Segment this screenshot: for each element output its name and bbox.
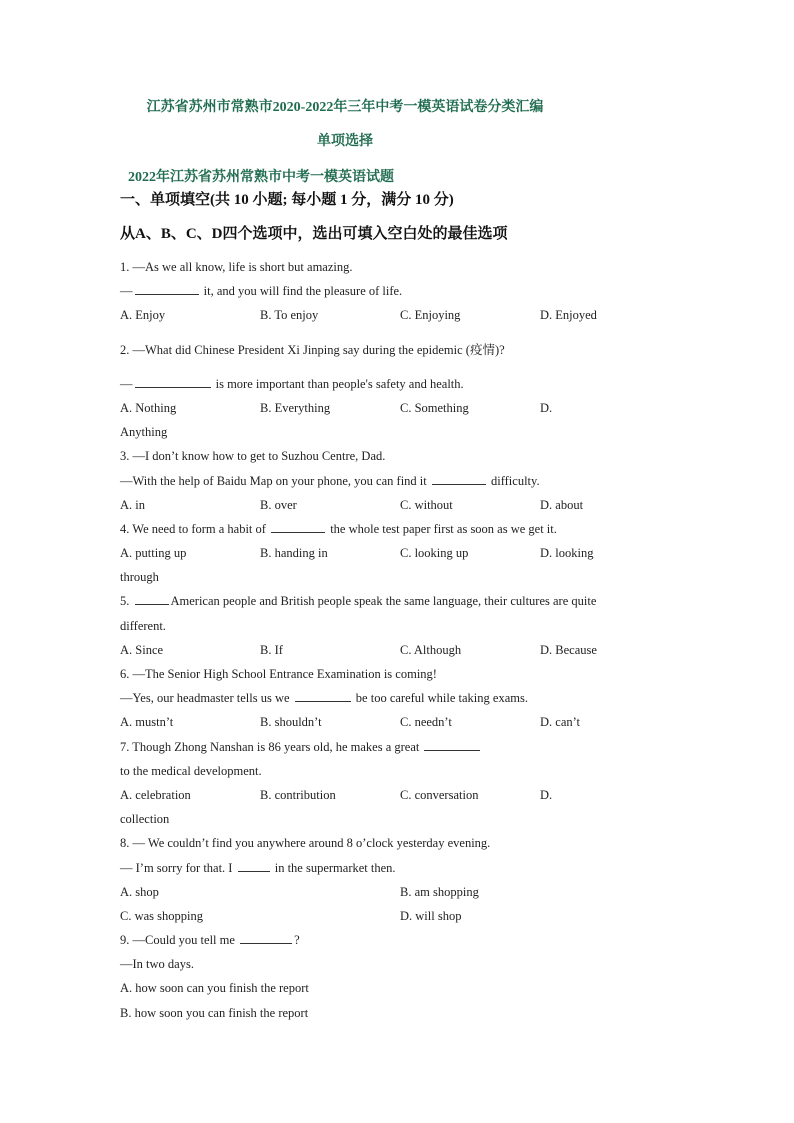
option-d[interactable]: D. will shop — [400, 908, 462, 923]
option-c[interactable]: C. Something — [400, 400, 469, 415]
question-6-options — [120, 710, 680, 734]
option-a[interactable]: A. shop — [120, 884, 159, 899]
question-3-answer-line: —With the help of Baidu Map on your phone, you can find it difficulty. — [120, 473, 540, 488]
answer-blank[interactable] — [432, 472, 486, 485]
question-7-options — [120, 783, 680, 807]
option-d[interactable]: D. looking — [540, 546, 594, 561]
option-c[interactable]: C. Although — [400, 642, 462, 657]
question-8-options-row2 — [120, 904, 680, 928]
answer-blank[interactable] — [135, 282, 199, 295]
option-a[interactable]: A. putting up — [120, 546, 187, 561]
option-a[interactable]: A. mustn’t — [120, 715, 174, 730]
option-d[interactable]: D. Enjoyed — [540, 308, 597, 323]
question-5-stem: 5. American people and British people speak the same language, their cultures are quite — [120, 594, 597, 609]
section-instruction: 从A、B、C、D四个选项中，选出可填入空白处的最佳选项 — [120, 226, 508, 242]
question-9-stem-cont: —In two days. — [120, 957, 194, 972]
option-b[interactable]: B. am shopping — [400, 884, 479, 899]
question-1-stem: 1. —As we all know, life is short but amazing. — [120, 260, 353, 274]
question-2-options — [120, 396, 680, 420]
question-8-options-row1 — [120, 880, 680, 904]
question-2-stem: 2. —What did Chinese President Xi Jinping say during the epidemic (疫情)? — [120, 342, 505, 357]
answer-blank[interactable] — [424, 738, 480, 751]
question-6-stem: 6. —The Senior High School Entrance Examination is coming! — [120, 667, 437, 681]
option-b[interactable]: B. handing in — [260, 546, 328, 561]
option-b[interactable]: B. over — [260, 497, 297, 512]
option-a[interactable]: A. how soon can you finish the report — [120, 981, 309, 996]
document-subtitle: 单项选择 — [317, 134, 373, 149]
paper-title: 2022年江苏省苏州常熟市中考一模英语试题 — [128, 170, 394, 185]
option-b[interactable]: B. how soon you can finish the report — [120, 1005, 309, 1020]
option-c[interactable]: C. Enjoying — [400, 308, 461, 323]
option-a[interactable]: A. Enjoy — [120, 308, 166, 323]
question-2-answer-line: — is more important than people's safety and health. — [120, 376, 464, 391]
option-b[interactable]: B. To enjoy — [260, 308, 319, 323]
option-d-wrap: Anything — [120, 425, 168, 440]
question-4-options — [120, 541, 680, 565]
answer-blank[interactable] — [135, 375, 211, 388]
answer-blank[interactable] — [271, 520, 325, 533]
option-b[interactable]: B. contribution — [260, 787, 336, 802]
answer-blank[interactable] — [135, 592, 169, 605]
option-d[interactable]: D. — [540, 400, 553, 415]
option-c[interactable]: C. needn’t — [400, 715, 452, 730]
option-d[interactable]: D. about — [540, 497, 584, 512]
answer-blank[interactable] — [238, 859, 270, 872]
question-5-options — [120, 638, 680, 662]
option-a[interactable]: A. in — [120, 497, 145, 512]
answer-blank[interactable] — [240, 931, 292, 944]
option-a[interactable]: A. Nothing — [120, 400, 177, 415]
option-d-wrap: through — [120, 570, 159, 585]
option-c[interactable]: C. was shopping — [120, 908, 203, 923]
document-title: 江苏省苏州市常熟市2020-2022年三年中考一模英语试卷分类汇编 — [146, 100, 544, 115]
option-b[interactable]: B. If — [260, 642, 283, 657]
option-b[interactable]: B. Everything — [260, 400, 331, 415]
question-1-answer-line: — it, and you will find the pleasure of life. — [120, 284, 403, 299]
option-c[interactable]: C. without — [400, 497, 453, 512]
question-8-stem: 8. — We couldn’t find you anywhere around 8 o’clock yesterday evening. — [120, 836, 491, 851]
question-6-answer-line: —Yes, our headmaster tells us we be too careful while taking exams. — [120, 691, 528, 706]
question-8-answer-line: — I’m sorry for that. I in the supermarket then. — [120, 860, 396, 875]
question-1-options — [120, 303, 680, 327]
question-3-stem: 3. —I don’t know how to get to Suzhou Centre, Dad. — [120, 449, 386, 464]
option-c[interactable]: C. conversation — [400, 787, 479, 802]
question-7-stem-cont: to the medical development. — [120, 763, 262, 778]
option-c[interactable]: C. looking up — [400, 546, 469, 561]
option-d[interactable]: D. — [540, 787, 553, 802]
question-list — [120, 255, 680, 1025]
option-d[interactable]: D. can’t — [540, 715, 581, 730]
question-5-stem-cont: different. — [120, 618, 166, 633]
option-d-wrap: collection — [120, 812, 170, 827]
answer-blank[interactable] — [295, 689, 351, 702]
option-a[interactable]: A. celebration — [120, 787, 191, 802]
question-9-stem: 9. —Could you tell me ? — [120, 933, 300, 948]
option-d[interactable]: D. Because — [540, 642, 597, 657]
option-a[interactable]: A. Since — [120, 642, 164, 657]
question-7-stem: 7. Though Zhong Nanshan is 86 years old, he makes a great — [120, 735, 680, 759]
section-heading: 一、单项填空(共 10 小题; 每小题 1 分，满分 10 分) — [120, 192, 454, 208]
question-4-stem: 4. We need to form a habit of the whole test paper first as soon as we get it. — [120, 521, 557, 536]
option-b[interactable]: B. shouldn’t — [260, 715, 322, 730]
question-3-options — [120, 493, 680, 517]
